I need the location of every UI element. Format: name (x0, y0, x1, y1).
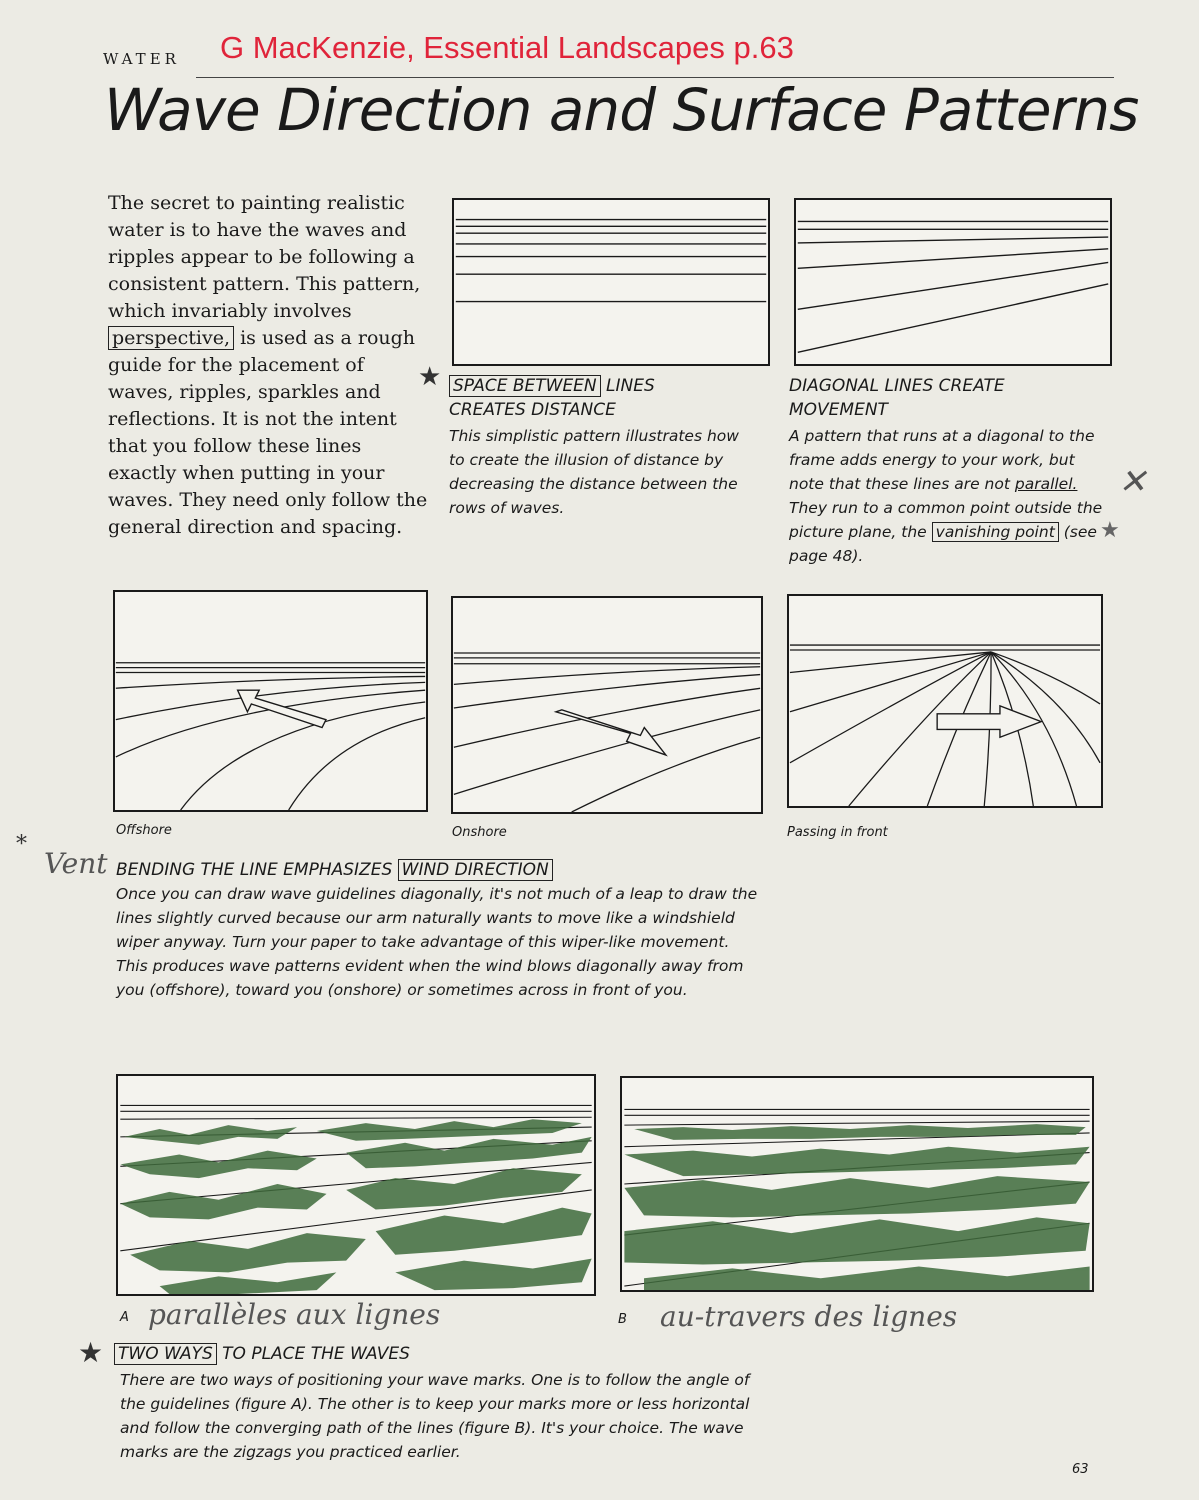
figure-b-note: au-travers des lignes (660, 1300, 958, 1333)
diagonal-lines-diagram (796, 200, 1110, 364)
caption-diag-text-2: They run to a common point outside the picture plane, the (789, 499, 1103, 541)
figure-a-waves (118, 1076, 594, 1294)
caption-space-rest2: CREATES DISTANCE (449, 400, 616, 420)
page-title: Wave Direction and Surface Patterns (104, 76, 1139, 144)
caption-space-boxed: SPACE BETWEEN (449, 375, 601, 397)
caption-bend-boxed: WIND DIRECTION (398, 859, 553, 881)
caption-diag-body (789, 424, 1107, 568)
margin-note-vent: Vent (44, 847, 108, 880)
figure-b-waves (622, 1078, 1092, 1290)
caption-two-heading (114, 1342, 614, 1366)
figure-b-letter: B (618, 1312, 627, 1327)
caption-space-body: This simplistic pattern illustrates how to create the illusion of distance by decreasing the distance between the rows of waves. (449, 427, 739, 517)
label-passing-in-front: Passing in front (787, 825, 888, 840)
offshore-diagram (115, 592, 426, 810)
caption-two-rest: TO PLACE THE WAVES (222, 1344, 410, 1364)
caption-two-body: There are two ways of positioning your wave marks. One is to follow the angle of the guidelines (figure A). The other is to keep your marks more or less horizontal and follow the converging path of the lines (figure B). It's your choice. The wave marks are the zigzags you practiced earlier. (120, 1371, 750, 1461)
panel-passing-in-front (787, 594, 1103, 808)
panel-diagonal-lines (794, 198, 1112, 366)
figure-a-note: parallèles aux lignes (148, 1298, 441, 1331)
caption-bend-main: BENDING THE LINE EMPHASIZES (116, 860, 393, 880)
caption-diag-heading: DIAGONAL LINES CREATE MOVEMENT (789, 376, 1005, 420)
label-onshore: Onshore (452, 825, 507, 840)
source-annotation: G MacKenzie, Essential Landscapes p.63 (220, 30, 794, 65)
caption-space-rest1: LINES (606, 376, 655, 396)
intro-text-1: The secret to painting realistic water is to have the waves and ripples appear to be following a consistent pattern. This pattern, which invariably involves (108, 192, 421, 322)
star-mark: ★ (78, 1336, 104, 1369)
caption-diag-underlined: parallel. (1014, 475, 1078, 493)
caption-diag-text-3: (see page 48). (789, 523, 1097, 565)
panel-onshore (451, 596, 763, 814)
section-label: WATER (103, 50, 180, 68)
caption-bend-body: Once you can draw wave guidelines diagonally, it's not much of a leap to draw the lines slightly curved because our arm naturally wants to move like a windshield wiper anyway. Turn your paper to take advantage of this wiper-like movement. This produces wave patterns evident when the wind blows diagonally away from you (offshore), toward you (onshore) or sometimes across in front of you. (116, 885, 758, 999)
figure-b-painting (620, 1076, 1094, 1292)
star-mark: ★ (1100, 518, 1120, 543)
panel-offshore (113, 590, 428, 812)
caption-space-heading (449, 374, 779, 422)
passing-diagram (789, 596, 1101, 806)
cross-mark: ✕ (1118, 462, 1147, 502)
page-number: 63 (1072, 1462, 1089, 1477)
caption-diag-boxed: vanishing point (932, 522, 1059, 542)
label-offshore: Offshore (116, 823, 172, 838)
caption-bend-heading (116, 858, 756, 882)
horizontal-lines-diagram (454, 200, 768, 364)
onshore-diagram (453, 598, 761, 812)
star-mark: * (16, 832, 27, 857)
star-mark: ★ (418, 362, 442, 392)
caption-two-boxed: TWO WAYS (114, 1343, 217, 1365)
intro-boxed-term: perspective, (108, 326, 234, 350)
caption-diag-text-1: A pattern that runs at a diagonal to the frame adds energy to your work, but note that these lines are not (789, 427, 1095, 493)
figure-a-painting (116, 1074, 596, 1296)
panel-space-between-lines (452, 198, 770, 366)
intro-text-2: is used as a rough guide for the placement of waves, ripples, sparkles and reflections. It is not the intent that you follow these lines exactly when putting in your waves. They need only follow the general direction and spacing. (108, 327, 428, 538)
figure-a-letter: A (120, 1310, 129, 1325)
intro-paragraph (108, 190, 430, 541)
